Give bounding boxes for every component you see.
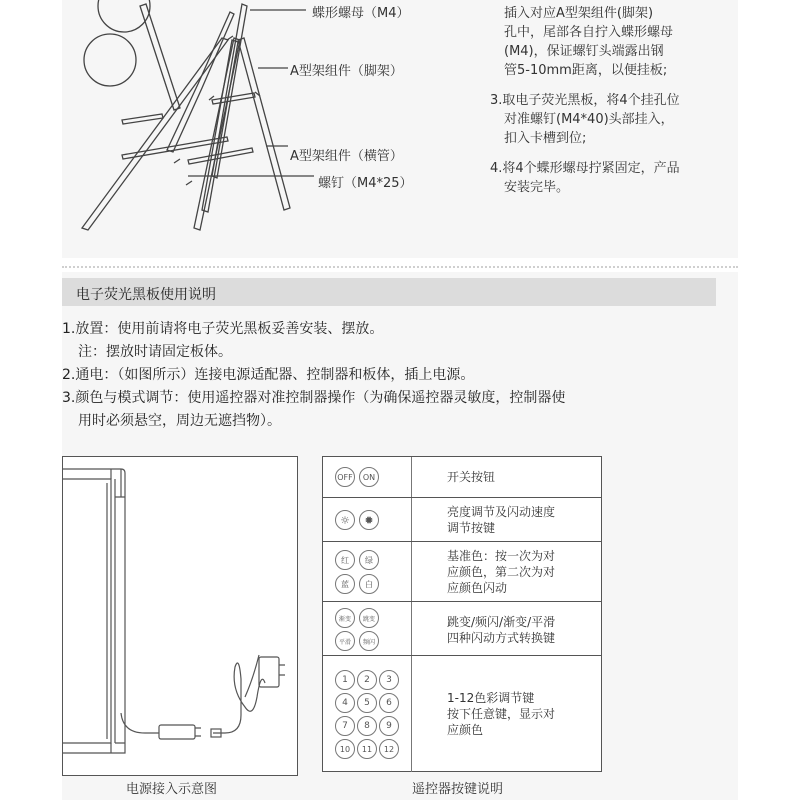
remote-row-brightness-buttons (323, 498, 412, 542)
step-3-line-1: 3.取电子荧光黑板，将4个挂孔位 (490, 93, 680, 108)
base-color-desc-line-2: 应颜色，第二次为对 (447, 565, 556, 579)
board-frame-inner (63, 479, 111, 743)
colors-desc-line-3: 应颜色 (447, 723, 484, 737)
remote-row-colors-desc (447, 690, 555, 738)
remote-row-power-desc (447, 469, 495, 485)
color-12-button-icon: 12 (379, 739, 399, 759)
remote-row-base-color (323, 541, 601, 602)
brightness-down-icon: ☼ (335, 510, 355, 530)
power-adapter-box (259, 657, 279, 687)
a-frame-stand-drawing (62, 0, 482, 258)
remote-row-power (323, 457, 601, 497)
color-3-button-icon: 3 (379, 670, 399, 690)
power-diagram-frame (62, 456, 298, 776)
remote-row-base-color-buttons (323, 542, 412, 602)
color-7-button-icon: 7 (335, 716, 355, 736)
label-screw: 螺钉（M4*25） (318, 176, 413, 191)
base-color-desc-line-1: 基准色：按一次为对 (447, 549, 556, 563)
usage-line-1: 1.放置：使用前请将电子荧光黑板妥善安装、摆放。 (62, 321, 384, 337)
step-4-line-2: 安装完毕。 (504, 180, 570, 195)
usage-line-2: 2.通电：（如图所示）连接电源适配器、控制器和板体，插上电源。 (62, 367, 475, 383)
color-6-button-icon: 6 (379, 693, 399, 713)
step-2-line-4: 管5-10mm距离，以便挂板; (504, 63, 668, 78)
modes-desc-line-2: 四种闪动方式转换键 (447, 631, 556, 645)
adapter-cable (213, 663, 265, 733)
colors-desc-line-1: 1-12色彩调节键 (447, 691, 535, 705)
remote-row-colors (323, 655, 601, 772)
white-button-icon: 白 (359, 574, 379, 594)
label-a-frame-leg: A型架组件（脚架） (290, 64, 403, 79)
color-5-button-icon: 5 (357, 693, 377, 713)
color-4-button-icon: 4 (335, 693, 355, 713)
remote-row-modes-buttons (323, 602, 412, 656)
brightness-up-icon: ✹ (359, 510, 379, 530)
base-color-desc-line-3: 应颜色闪动 (447, 581, 508, 595)
red-button-icon: 红 (335, 550, 355, 570)
power-desc-line: 开关按钮 (447, 470, 496, 484)
color-1-button-icon: 1 (335, 670, 355, 690)
green-button-icon: 绿 (359, 550, 379, 570)
color-9-button-icon: 9 (379, 716, 399, 736)
fade-button-icon: 渐变 (335, 608, 355, 628)
modes-desc-line-1: 跳变/频闪/渐变/平滑 (447, 615, 556, 629)
step-3-line-3: 扣入卡槽到位; (504, 131, 587, 146)
smooth-button-icon: 平滑 (335, 631, 355, 651)
off-button-icon: OFF (335, 467, 355, 487)
usage-line-3-cont: 用时必须悬空，周边无遮挡物）。 (78, 413, 281, 429)
step-3-line-2: 对准螺钉(M4*40)头部挂入， (504, 112, 674, 127)
usage-instructions (62, 318, 712, 433)
jump-button-icon: 跳变 (359, 608, 379, 628)
controller-cable (121, 713, 159, 733)
remote-row-colors-buttons (323, 656, 412, 772)
colors-desc-line-2: 按下任意键，显示对 (447, 707, 556, 721)
label-a-frame-tube: A型架组件（横管） (290, 149, 403, 164)
strobe-button-icon: 频闪 (359, 631, 379, 651)
step-2-line-1: 插入对应A型架组件(脚架) (504, 6, 654, 21)
remote-button-table (322, 456, 602, 772)
power-connection-drawing (63, 457, 297, 775)
brightness-desc-line-1: 亮度调节及闪动速度 (447, 505, 556, 519)
color-11-button-icon: 11 (357, 739, 377, 759)
section-title: 电子荧光黑板使用说明 (76, 287, 216, 303)
assembly-steps (490, 4, 680, 208)
step-2-line-3: (M4)，保证螺钉头端露出钢 (504, 44, 664, 59)
remote-row-power-buttons (323, 457, 412, 497)
remote-row-brightness-desc (447, 504, 555, 536)
color-10-button-icon: 10 (335, 739, 355, 759)
blue-button-icon: 蓝 (335, 574, 355, 594)
caption-remote-diagram: 遥控器按键说明 (412, 782, 504, 797)
step-4-line-1: 4.将4个蝶形螺母拧紧固定，产品 (490, 161, 680, 176)
usage-line-3: 3.颜色与模式调节：使用遥控器对准控制器操作（为确保遥控器灵敏度，控制器使 (62, 390, 566, 406)
caption-power-diagram: 电源接入示意图 (126, 782, 218, 797)
step-2-line-2: 孔中，尾部各自拧入蝶形螺母 (504, 25, 674, 40)
remote-row-base-color-desc (447, 548, 555, 596)
controller-box (159, 725, 195, 739)
board-frame-outer (63, 469, 125, 753)
color-2-button-icon: 2 (357, 670, 377, 690)
section-divider (62, 266, 738, 268)
usage-line-1-note: 注：摆放时请固定板体。 (78, 344, 232, 360)
color-8-button-icon: 8 (357, 716, 377, 736)
on-button-icon: ON (359, 467, 379, 487)
remote-row-modes (323, 601, 601, 656)
label-wing-nut: 蝶形螺母（M4） (312, 6, 410, 21)
remote-row-brightness (323, 497, 601, 542)
remote-row-modes-desc (447, 614, 555, 646)
detail-circle-screw (84, 34, 136, 86)
brightness-desc-line-2: 调节按键 (447, 521, 496, 535)
